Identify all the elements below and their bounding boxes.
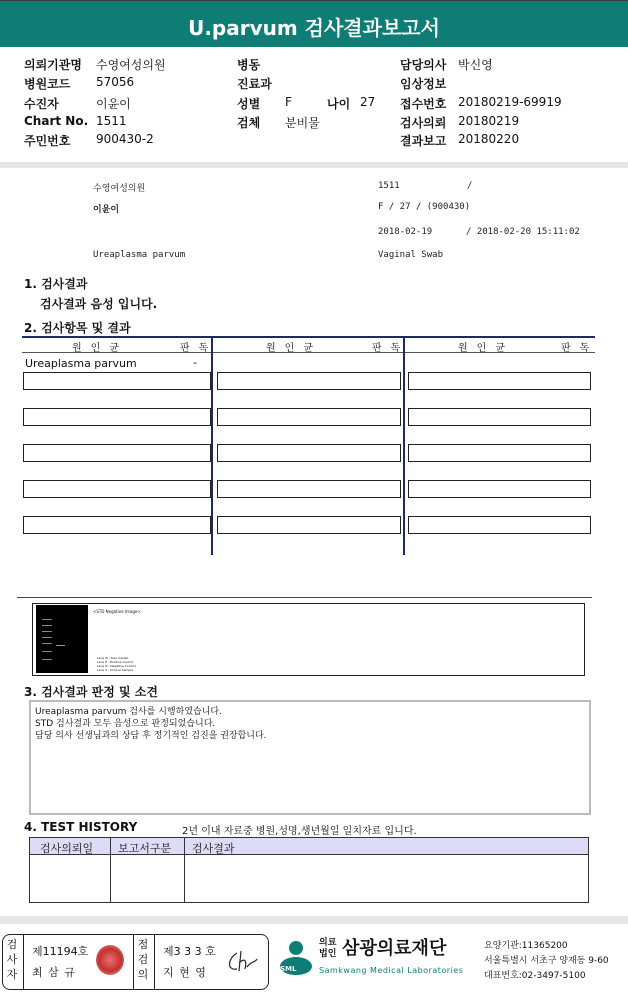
sml-logo-text: SML: [280, 965, 297, 973]
result-box: [23, 372, 211, 390]
summary-date1: 2018-02-19: [378, 227, 433, 237]
patient-value: 이윤이: [96, 97, 131, 111]
reviewer-signature: [225, 949, 259, 975]
tester-name: 최 삼 규: [32, 966, 76, 979]
summary-test: Ureaplasma parvum: [93, 250, 186, 260]
summary-specimen: Vaginal Swab: [378, 250, 444, 260]
gel-image-label: <STD Negative Image>: [93, 609, 141, 614]
org-address: 서울특별시 서초구 양재동 9-60: [484, 956, 609, 966]
result-box: [217, 480, 401, 498]
reviewer-label: 점검의: [137, 938, 149, 981]
org-code: 요양기관:11365200: [484, 941, 568, 951]
col-header-judgement-2: 판독: [372, 343, 410, 354]
result-row-1-name: Ureaplasma parvum: [25, 357, 137, 370]
hospital-code-value: 57056: [96, 75, 135, 89]
sex-value: F: [285, 95, 292, 109]
opinion-line-3: 담당 의사 선생님과의 상담 후 정기적인 검진을 권장합니다.: [35, 731, 267, 741]
gel-legend-1: Lane M : Size marker: [97, 656, 129, 660]
col-header-pathogen-1: 원인균: [72, 343, 128, 354]
history-note: 2년 이내 자료중 병원,성명,생년월일 일치자료 입니다.: [182, 826, 417, 837]
doctor-label: 담당의사: [400, 58, 447, 72]
table-col-divider-2: [403, 336, 405, 555]
result-box: [408, 480, 591, 498]
result-box: [408, 408, 591, 426]
summary-clinic: 수영여성의원: [93, 184, 146, 194]
history-table: [29, 837, 589, 903]
age-label: 나이: [327, 97, 351, 111]
col-header-pathogen-2: 원인균: [266, 343, 322, 354]
chart-no-label: Chart No.: [24, 114, 89, 128]
result-row-1-value: -: [193, 356, 197, 369]
receipt-no-value: 20180219-69919: [458, 95, 562, 109]
hospital-code-label: 병원코드: [24, 77, 71, 91]
clinic-value: 수영여성의원: [96, 58, 166, 72]
section-1-text: 검사결과 음성 입니다.: [40, 297, 158, 311]
result-box: [408, 516, 591, 534]
gel-image-frame: [32, 603, 585, 676]
gel-legend-2: Lane P : Positive Control: [97, 660, 134, 664]
col-header-pathogen-3: 원인균: [458, 343, 514, 354]
ward-label: 병동: [237, 58, 261, 72]
gel-legend-4: Lane S : Clinical Sample: [97, 668, 134, 672]
section-4-title: 4. TEST HISTORY: [24, 820, 138, 834]
section-2-title: 2. 검사항목 및 결과: [24, 321, 131, 335]
tester-license: 제11194호: [32, 945, 89, 958]
summary-date2: / 2018-02-20 15:11:02: [466, 227, 580, 237]
patient-label: 수진자: [24, 97, 59, 111]
org-english-name: Samkwang Medical Laboratories: [319, 966, 464, 975]
org-phone: 대표번호:02-3497-5100: [484, 971, 586, 981]
report-title: U.parvum 검사결과보고서: [0, 0, 628, 47]
result-box: [23, 408, 211, 426]
opinion-text: [35, 706, 267, 742]
col-header-judgement-3: 판독: [561, 343, 599, 354]
report-date-label: 결과보고: [400, 134, 447, 148]
opinion-box: [29, 700, 591, 815]
clinical-info-label: 임상정보: [400, 77, 447, 91]
doctor-value: 박신영: [458, 58, 493, 72]
footer-divider: [0, 916, 628, 924]
request-date-label: 검사의뢰: [400, 116, 447, 130]
sml-logo-icon: [272, 936, 316, 984]
header-divider: [0, 162, 628, 168]
tester-seal-stamp: [96, 945, 124, 975]
gel-electrophoresis-image: [36, 605, 88, 673]
summary-sex-age: F / 27 / (900430): [378, 202, 471, 212]
department-label: 진료과: [237, 77, 272, 91]
summary-chart: 1511: [378, 181, 400, 191]
history-col-report-type: 보고서구분: [118, 842, 172, 855]
signature-box: [2, 934, 269, 990]
reviewer-license: 제3 3 3 호: [163, 945, 216, 958]
sex-label: 성별: [237, 97, 261, 111]
table-top-rule: [22, 336, 595, 338]
result-box: [217, 372, 401, 390]
gel-legend-3: Lane N : Negative Control: [97, 664, 136, 668]
specimen-label: 검체: [237, 116, 261, 130]
rrn-label: 주민번호: [24, 134, 71, 148]
result-box: [217, 444, 401, 462]
history-header-row: [30, 838, 588, 855]
result-box: [408, 444, 591, 462]
tester-label: 검사자: [6, 938, 18, 981]
result-box: [217, 516, 401, 534]
report-date-value: 20180220: [458, 132, 520, 146]
rrn-value: 900430-2: [96, 132, 154, 146]
chart-no-value: 1511: [96, 114, 127, 128]
org-name: 삼광의료재단: [342, 938, 447, 959]
col-header-judgement-1: 판독: [180, 343, 218, 354]
opinion-line-2: STD 검사결과 모두 음성으로 판정되었습니다.: [35, 719, 216, 729]
request-date-value: 20180219: [458, 114, 520, 128]
result-box: [408, 372, 591, 390]
history-col-request-date: 검사의뢰일: [40, 842, 94, 855]
clinic-label: 의뢰기관명: [24, 58, 82, 72]
summary-patient: 이윤이: [93, 205, 120, 215]
result-box: [23, 444, 211, 462]
summary-chart-slash: /: [467, 181, 473, 191]
receipt-no-label: 접수번호: [400, 97, 447, 111]
reviewer-name: 지 현 영: [163, 966, 207, 979]
section-1-title: 1. 검사결과: [24, 277, 88, 291]
result-box: [23, 480, 211, 498]
age-value: 27: [360, 95, 376, 109]
org-prefix: 의료법인: [319, 938, 337, 959]
result-box: [217, 408, 401, 426]
history-col-result: 검사결과: [192, 842, 235, 855]
gel-divider: [17, 597, 592, 598]
opinion-line-1: Ureaplasma parvum 검사를 시행하였습니다.: [35, 707, 222, 717]
table-col-divider-1: [211, 336, 213, 555]
specimen-value: 분비물: [285, 116, 320, 130]
result-box: [23, 516, 211, 534]
section-3-title: 3. 검사결과 판정 및 소견: [24, 685, 158, 699]
